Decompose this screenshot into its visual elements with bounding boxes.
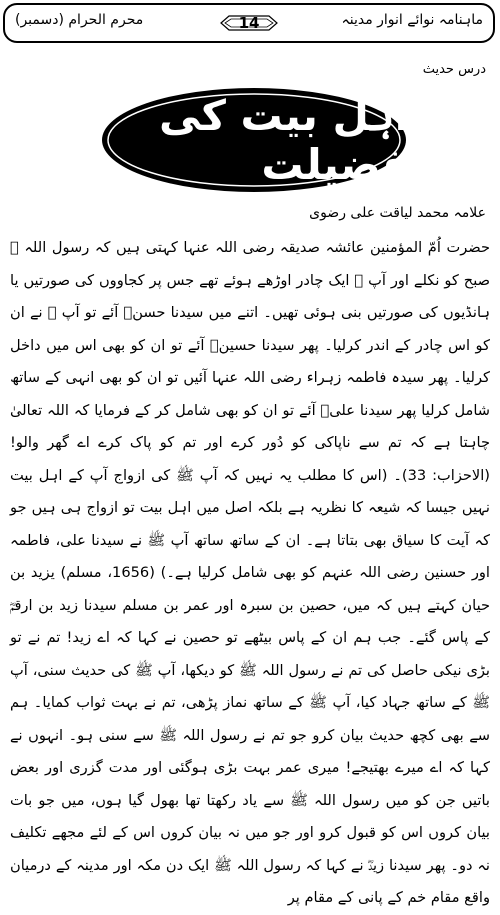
issue-date: محرم الحرام (دسمبر)	[15, 12, 144, 28]
title-banner	[99, 86, 409, 194]
page-number-badge	[219, 8, 279, 38]
page-header	[3, 3, 495, 43]
section-label: درس حدیث	[422, 62, 486, 77]
article-body	[10, 232, 490, 915]
magazine-title: ماہنامہ نوائے انوار مدینہ	[341, 12, 483, 28]
author-name: علامہ محمد لیاقت علی رضوی	[309, 205, 486, 221]
page-number: 14	[238, 14, 260, 32]
article-title: اہل بیت کی فضیلت	[158, 91, 409, 189]
body-text: حضرت اُمّ المؤمنین عائشہ صدیقہ رضی اللہ عنہا کہتی ہیں کہ رسول اللہ ﷺ صبح کو نکلے اور آپ ﷺ ایک چادر اوڑھے ہوئے تھے جس پر کجاووں کی صورتیں یا ہانڈیوں کی صورتیں بنی ہوئی تھیں۔ اتنے میں سیدنا حسنؓ آئے تو آپ ﷺ نے ان کو اس چادر کے اندر کرلیا۔ پھر سیدنا حسینؓ آئے تو ان کو بھی اس میں داخل کرلیا۔ پھر سیدہ فاطمہ زہراء رضی اللہ عنہا آئیں تو ان کو بھی انہی کے ساتھ شامل کرلیا پھر سیدنا علیؓ آئے تو ان کو بھی شامل کر کے فرمایا کہ اللہ تعالیٰ چاہتا ہے کہ تم سے ناپاکی کو دُور کرے اور تم کو پاک کرے اے گھر والو! (الاحزاب: 33)۔ (اس کا مطلب یہ نہیں کہ آپ ﷺ کی ازواج آپ کے اہل بیت نہیں جیسا کہ شیعہ کا نظریہ ہے بلکہ اصل میں اہل بیت تو ازواج ہی ہیں جو کہ آیت کا سیاق بھی بتاتا ہے۔ ان کے ساتھ ساتھ آپ ﷺ نے سیدنا علی، فاطمہ اور حسنین رضی اللہ عنہم کو بھی شامل کرلیا ہے۔) (1656، مسلم) یزید بن حیان کہتے ہیں کہ میں، حصین بن سبرہ اور عمر بن مسلم سیدنا زید بن ارقمؓ کے پاس گئے۔ جب ہم ان کے پاس بیٹھے تو حصین نے کہا کہ اے زید! تم نے تو بڑی نیکی حاصل کی تم نے رسول اللہ ﷺ کو دیکھا، آپ ﷺ کی حدیث سنی، آپ ﷺ کے ساتھ جہاد کیا، آپ ﷺ کے ساتھ نماز پڑھی، تم نے بہت ثواب کمایا۔ ہم سے بھی کچھ حدیث بیان کرو جو تم نے رسول اللہ ﷺ سے سنی ہو۔ انہوں نے کہا کہ اے میرے بھتیجے! میری عمر بہت بڑی ہوگئی اور مدت گزری اور بعض باتیں جن کو میں رسول اللہ ﷺ سے یاد رکھتا تھا بھول گیا ہوں، میں جو بات بیان کروں اس کو قبول کرو اور جو میں نہ بیان کروں اس کے لئے مجھے تکلیف نہ دو۔ پھر سیدنا زیدؓ نے کہا کہ رسول اللہ ﷺ ایک دن مکہ اور مدینہ کے درمیان واقع مقام خم کے پانی کے مقام پر	[10, 239, 490, 906]
